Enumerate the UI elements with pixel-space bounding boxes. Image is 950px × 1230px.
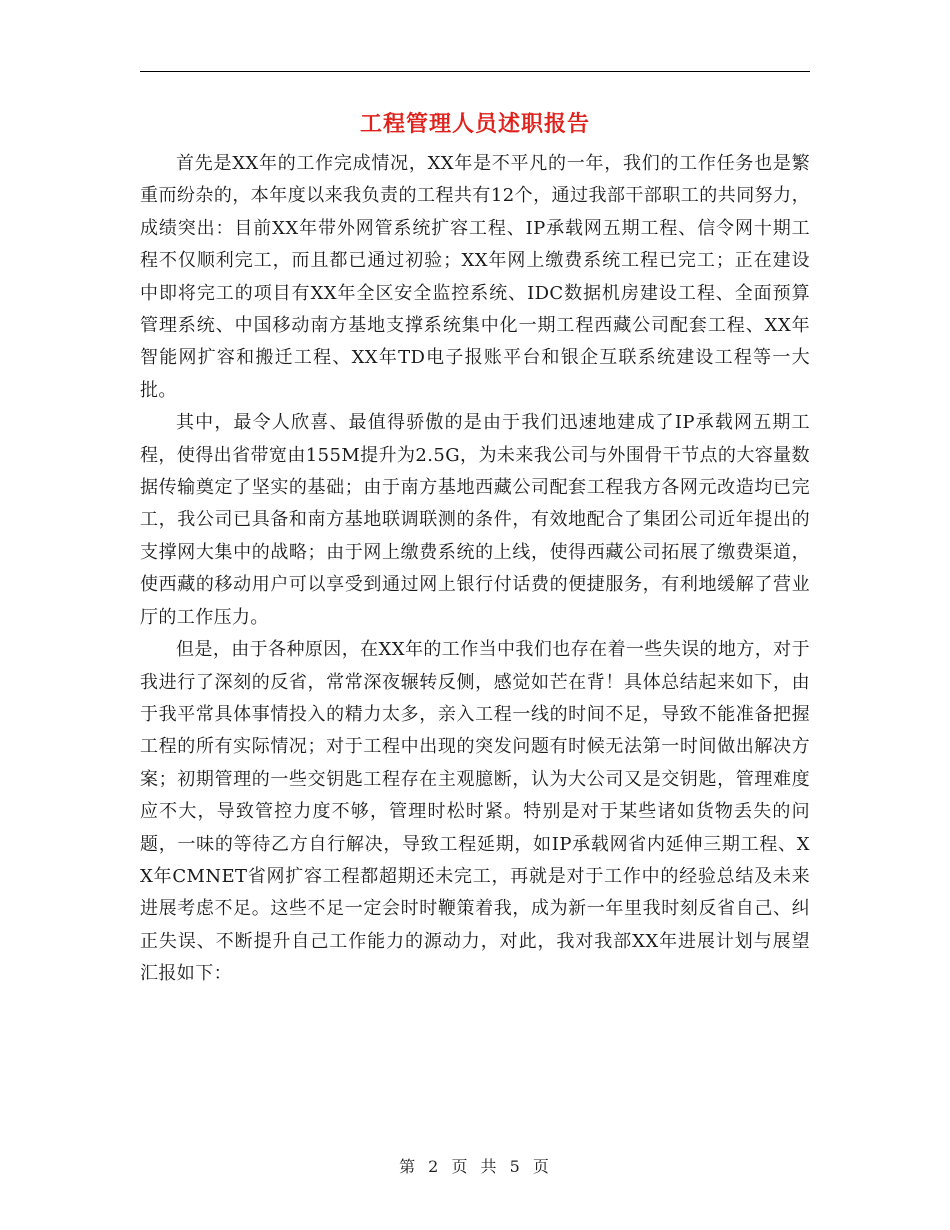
paragraph-work-completion: 首先是XX年的工作完成情况，XX年是不平凡的一年，我们的工作任务也是繁重而纷杂的，本年度以来我负责的工程共有12个，通过我部干部职工的共同努力，成绩突出：目前XX年带外网管系统扩容工程、IP承载网五期工程、信令网十期工程不仅顺利完工，而且都已通过初验；XX年网上缴费系统工程已完工；正在建设中即将完工的项目有XX年全区安全监控系统、IDC数据机房建设工程、全面预算管理系统、中国移动南方基地支撑系统集中化一期工程西藏公司配套工程、XX年智能网扩容和搬迁工程、XX年TD电子报账平台和银企互联系统建设工程等一大批。 bbox=[140, 153, 810, 401]
document-body bbox=[140, 148, 810, 991]
document-title: 工程管理人员述职报告 bbox=[359, 111, 590, 137]
paragraph-shortcomings: 但是，由于各种原因，在XX年的工作当中我们也存在着一些失误的地方，对于我进行了深刻的反省，常常深夜辗转反侧，感觉如芒在背！具体总结起来如下，由于我平常具体事情投入的精力太多，亲入工程一线的时间不足，导致不能准备把握工程的所有实际情况；对于工程中出现的突发问题有时候无法第一时间做出解决方案；初期管理的一些交钥匙工程存在主观臆断，认为大公司又是交钥匙，管理难度应不大，导致管控力度不够，管理时松时紧。特别是对于某些诸如货物丢失的问题，一味的等待乙方自行解决，导致工程延期，如IP承载网省内延伸三期工程、XX年CMNET省网扩容工程都超期还未完工，再就是对于工作中的经验总结及未来进展考虑不足。这些不足一定会时时鞭策着我，成为新一年里我时刻反省自己、纠正失误、不断提升自己工作能力的源动力，对此，我对我部XX年进展计划与展望汇报如下： bbox=[140, 639, 810, 985]
page-number-footer: 第 2 页 共 5 页 bbox=[399, 1157, 551, 1176]
header-rule bbox=[140, 71, 810, 72]
paragraph-achievements: 其中，最令人欣喜、最值得骄傲的是由于我们迅速地建成了IP承载网五期工程，使得出省带宽由155M提升为2.5G，为未来我公司与外围骨干节点的大容量数据传输奠定了坚实的基础；由于南方基地西藏公司配套工程我方各网元改造均已完工，我公司已具备和南方基地联调联测的条件，有效地配合了集团公司近年提出的支撑网大集中的战略；由于网上缴费系统的上线，使得西藏公司拓展了缴费渠道，使西藏的移动用户可以享受到通过网上银行付话费的便捷服务，有利地缓解了营业厅的工作压力。 bbox=[140, 412, 810, 628]
